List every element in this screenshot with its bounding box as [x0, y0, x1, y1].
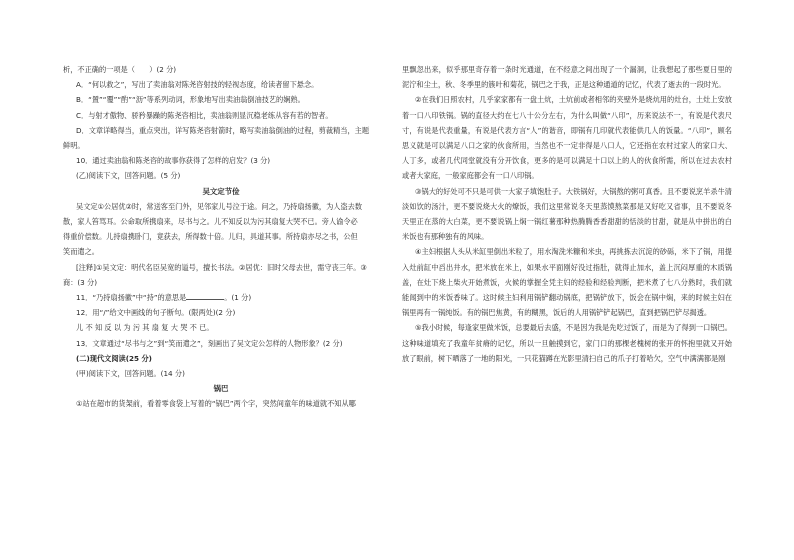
q9-option-b: B．“置”“覆”“酌”“沥”等系列动词，形象地写出卖油翁倒油技艺的娴熟。	[76, 95, 305, 105]
passage-note-cont: 商：(3 分)	[63, 277, 98, 287]
passage-b-instruction: (乙)阅读下文，回答问题。(5 分)	[76, 171, 181, 181]
q10: 10．通过卖油翁和陈尧咨的故事你获得了怎样的启发？(3 分)	[76, 156, 271, 166]
section-heading: (二)现代文阅读(25 分)	[76, 353, 152, 363]
passage-line: 散，家人笞骂耳。公命取所携扇来，尽书与之。儿不知反以为污其扇复大哭不已。旁人谕令必	[63, 217, 358, 227]
passage-line: 得重价偿数。儿持扇携卧门，竟获去，所得数十倍。儿归，具道其事。所持扇亦尽之书，公但	[63, 232, 358, 242]
q9-option-a: A．“何以救之”，写出了卖油翁对陈尧咨射技的轻视态度，给读者留下悬念。	[76, 80, 319, 90]
right-column	[402, 62, 732, 366]
reading-instruction: (甲)阅读下文，回答问题。(14 分)	[76, 369, 185, 379]
q11-score: 。(1 分)	[224, 293, 252, 303]
essay-title: 锅巴	[213, 384, 229, 394]
passage-title: 吴文定节俭	[202, 186, 240, 196]
q9-option-d: D．文章详略得当，重点突出，详写陈尧咨射箭时，略写卖油翁倒油的过程，剪裁精当，主题	[76, 125, 370, 135]
answer-blank[interactable]	[186, 291, 224, 300]
essay-line: ①站在超市的货架前，看着零食袋上写着的“锅巴”两个字，突然间童年的味道就不知从哪	[76, 399, 356, 409]
essay-paragraph-3: ③锅大的好处可不只是可供一大家子填饱肚子。大铁锅好，大锅熬的粥可真香。且不要说烹羊杀牛清淡如饮的汤汁，更不要说烧大火的燎饭，我们这里常说冬天里蒸馍熬菜那是又好吃又省事，且不要说冬天里正在蒸的大白菜，更不要说锅上焖一锅红薯那种热腾腾香香甜甜的恬淡的甘甜，就是从中拼出的白米饭也有那种独有的风味。	[402, 186, 732, 242]
essay-paragraph-1: 里飘忽出来，似乎那里奇存着一条时光通道，在不经意之间出现了一个漏洞，让我想起了那些夏日里的泥泞和尘土，秋、冬季里的簇叶和菊花，锅巴之于我，正是这种通道的记忆，代表了逝去的一段时光。	[402, 65, 732, 90]
q11	[63, 290, 379, 305]
passage-line: 笑而遣之。	[63, 247, 99, 257]
q9-stem: 析，不正确的一项是（ ）(2 分)	[63, 65, 177, 74]
q12-sentence: 儿 不 知 反 以 为 污 其 扇 复 大 哭 不 已。	[76, 323, 214, 333]
passage-note: [注释]①吴文定：明代名臣吴宽的谥号，擅长书法。②居优：旧时父母去世，需守丧三年。③	[76, 262, 367, 272]
q9-option-d-cont: 鲜明。	[63, 141, 85, 151]
passage-line: 吴文定①公居优②时，常送客至门外，见邻家儿号泣于途。问之，乃持扇扬徽，为人盗去数	[76, 201, 363, 211]
essay-paragraph-2: ②在我们日照农村，几乎家家都有一盘土炕，土炕前或者相邻的夹壁外是烧炕用的灶台，土灶上安放着一口八印铁锅。锅的直径大约在七八十公分左右，为什么叫做“八印”，历来说法不一，有说是代表尺寸，有说是代表重量，有说是代表方言“人”的谐音，即锅有几印就代表能供几人的饭量。“八印”，顾名思义就是可以满足八口之家的伙食所用，当然也不一定非得是八口人，它还指在农村过家人的家口大、人丁多，或者几代同堂就没有分开饮食，更多的是可以满足十口以上的人的伙食所需，所以在过去农村或者大家庭，一般家庭都会有一口八印锅。	[402, 95, 732, 181]
q13: 13．文章通过“尽书与之”到“笑而遣之”，刻画出了吴文定公怎样的人物形象？(2 分)	[76, 338, 343, 348]
essay-paragraph-5: ⑤我小时候，每逢家里做米饭，总要最后去盛，不是因为我是先吃过饭了，而是为了得到一口锅巴。这种味道填充了我童年贫瘠的记忆，所以一旦触摸到它，家门口的那棵老槐树的张开的怀抱里就又开始放了眼前，树下晒落了一地的阳光，一只花猫蹲在光影里清扫自己的爪子打着哈欠，空气中满满都是刚	[402, 323, 732, 363]
q12: 12．用“/”给文中画线的句子断句。(限两处)(2 分)	[76, 308, 236, 318]
essay-paragraph-4: ④主妇根据人头从米缸里倒出米粒了，用水淘洗米糠和米虫，再挑拣去沉淀的砂砾，米下了锅，用提入灶前缸中舀出井水，把米放在米上，如果水平面刚好没过指肚，就得止加水，盖上沉闷厚重的木质锅盖，在灶下烧上柴火开始煮饭，火候的掌握全凭主妇的经验和经验判断，把米煮了七八分熟时，我们就能闻到中的米饭香味了。这时候主妇利用锅铲翻动锅底，把锅铲放下，饭会在锅中焖，来的时候主妇在锅里再有一锅纯饭。有的锅巴焦黄，有的糊黑，饭后的人用锅铲铲起锅巴，直到把锅巴铲尽揭透。	[402, 247, 732, 318]
left-column	[63, 62, 379, 412]
q9-option-c: C．与射才傲物、骄矜暴躁的陈尧咨相比，卖油翁则显沉稳老练从容有若的智者。	[76, 110, 333, 120]
q11-text: 11．“乃持扇扬徽”中“持”的意思是	[76, 293, 187, 303]
